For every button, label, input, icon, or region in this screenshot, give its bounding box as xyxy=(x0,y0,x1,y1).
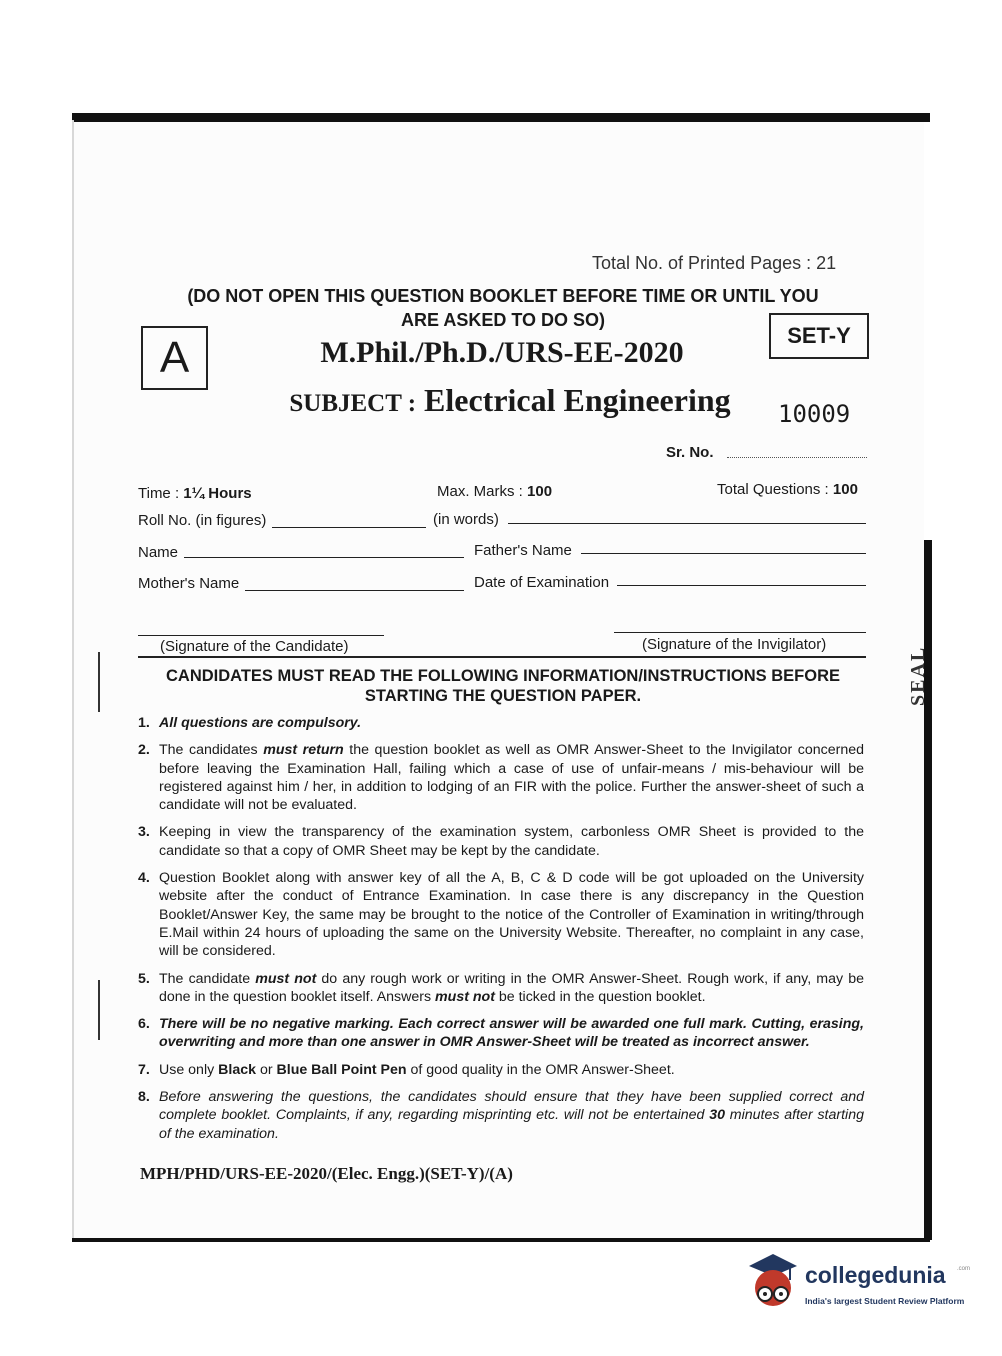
paper-code-footer: MPH/PHD/URS-EE-2020/(Elec. Engg.)(SET-Y)/(A) xyxy=(140,1164,513,1183)
do-not-open-warning: (DO NOT OPEN THIS QUESTION BOOKLET BEFORE TIME OR UNTIL YOU ARE ASKED TO DO SO) xyxy=(187,286,819,330)
mother-name-label: Mother's Name xyxy=(138,575,240,592)
collegedunia-mascot-icon xyxy=(745,1252,801,1314)
time-field: Time : 1¼ Hours xyxy=(138,485,252,502)
exam-title: M.Phil./Ph.D./URS-EE-2020 xyxy=(320,336,684,369)
list-item: 4. Question Booklet along with answer key of all the A, B, C & D code will be got uploaded on the University website after the conduct of Entrance Examination. In case there is any discrepancy in the Question Booklet/Answer Key, the same may be brought to the notice of the Controller of Examination in writing/through E.Mail within 24 hours of uploading the same on the University Website. Thereafter, no complaint in any case, will be considered. xyxy=(138,870,864,960)
mother-name-field[interactable] xyxy=(245,589,464,591)
booklet-number: 10009 xyxy=(778,400,851,428)
subject-name: Electrical Engineering xyxy=(424,382,731,418)
list-item: 1. All questions are compulsory. xyxy=(138,715,362,731)
exam-date-label: Date of Examination xyxy=(474,574,610,591)
max-marks-field: Max. Marks : 100 xyxy=(437,483,553,500)
watermark-suffix: .com xyxy=(957,1266,971,1272)
name-label: Name xyxy=(138,544,179,561)
list-item: 8. Before answering the questions, the candidates should ensure that they have been supplied correct and complete booklet. Complaints, if any, regarding misprinting etc. will not be entertained 30 minutes after starting of the examination. xyxy=(138,1089,864,1142)
seal-stamp xyxy=(906,640,930,712)
sr-no-field[interactable] xyxy=(727,457,867,458)
set-box: SET-Y xyxy=(769,313,869,359)
list-item: 6. There will be no negative marking. Each correct answer will be awarded one full mark. Cutting, erasing, overwriting and more than one answer in OMR Answer-Sheet will be treated as incorrect answer. xyxy=(138,1016,864,1051)
name-field[interactable] xyxy=(184,556,464,558)
list-item: 3. Keeping in view the transparency of the examination system, carbonless OMR Sheet is provided to the candidate so that a copy of OMR Sheet may be kept by the candidate. xyxy=(138,824,864,859)
total-printed-pages: Total No. of Printed Pages : 21 xyxy=(592,253,837,273)
subject-title xyxy=(270,382,750,419)
sr-no-label: Sr. No. xyxy=(666,444,714,461)
watermark-tagline: India's largest Student Review Platform xyxy=(805,1296,965,1306)
scan-border-bottom xyxy=(72,1238,930,1242)
candidate-signature-label: (Signature of the Candidate) xyxy=(160,638,349,655)
roll-no-words-field[interactable] xyxy=(508,522,866,524)
list-item: 5. The candidate must not do any rough work or writing in the OMR Answer-Sheet. Rough work, if any, may be done in the question booklet itself. Answers must not be ticked in the question booklet. xyxy=(138,970,864,1005)
booklet-code-box: A xyxy=(141,326,208,390)
father-name-field[interactable] xyxy=(581,552,866,554)
instructions-list xyxy=(138,714,864,1152)
roll-no-figures-field[interactable] xyxy=(272,526,426,528)
seal-text: SEAL xyxy=(907,645,929,706)
list-item: 7. Use only Black or Blue Ball Point Pen of good quality in the OMR Answer-Sheet. xyxy=(138,1061,675,1078)
exam-date-field[interactable] xyxy=(617,584,866,586)
margin-pen-mark xyxy=(98,980,100,1040)
subject-label: SUBJECT : xyxy=(289,390,417,417)
scan-border-top xyxy=(72,113,930,122)
invigilator-signature-field[interactable] xyxy=(614,632,866,633)
watermark-brand: collegedunia xyxy=(805,1262,946,1288)
father-name-label: Father's Name xyxy=(474,542,572,559)
instructions-heading: CANDIDATES MUST READ THE FOLLOWING INFORMATION/INSTRUCTIONS BEFORE STARTING THE QUESTION PAPER. xyxy=(165,667,841,705)
total-questions-field: Total Questions : 100 xyxy=(717,481,858,498)
roll-no-words-label: (in words) xyxy=(433,511,499,528)
invigilator-signature-label: (Signature of the Invigilator) xyxy=(642,636,827,653)
candidate-signature-field[interactable] xyxy=(138,635,384,636)
divider-rule xyxy=(138,656,866,658)
roll-no-figures-label: Roll No. (in figures) xyxy=(138,512,267,529)
list-item: 2. The candidates must return the question booklet as well as OMR Answer-Sheet to the Invigilator concerned before leaving the Examination Hall, failing which a case of use of unfair-means / mis-behaviour will be registered against him / her, in addition to lodging of an FIR with the police. Further the answer-sheet of such a candidate will not be evaluated. xyxy=(138,742,864,814)
margin-pen-mark xyxy=(98,652,100,712)
